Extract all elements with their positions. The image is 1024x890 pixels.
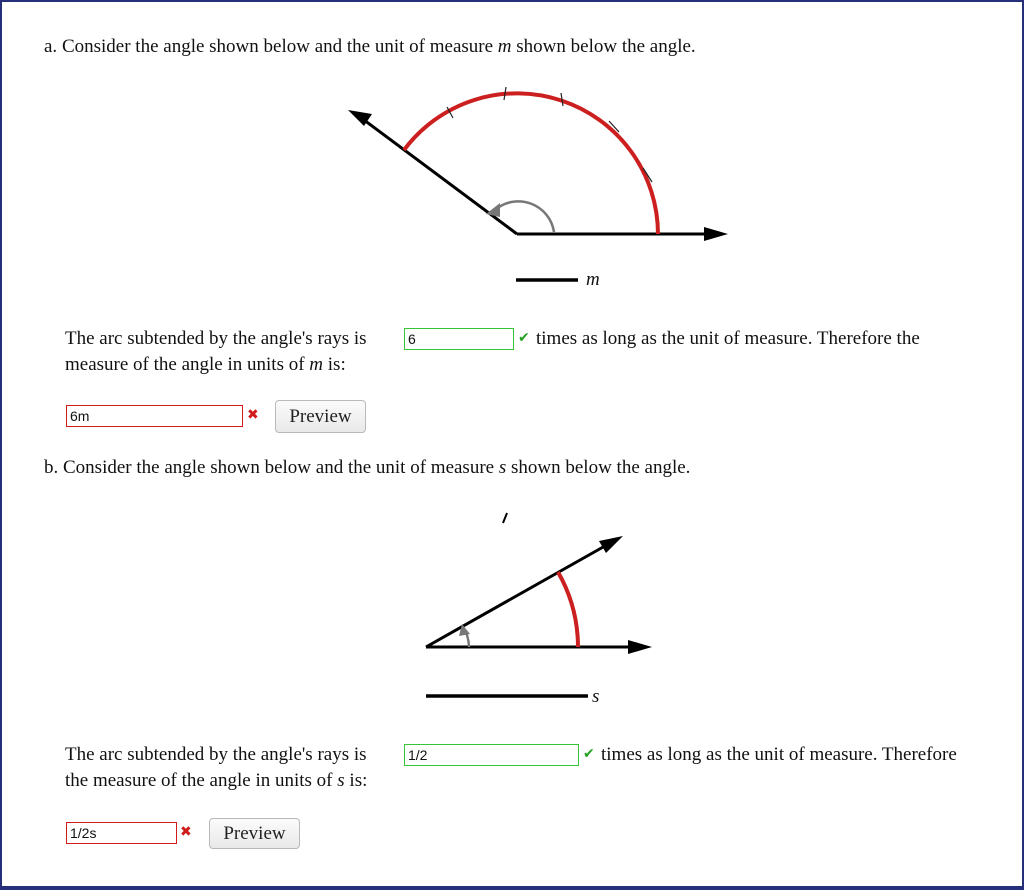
part-b-arc-ratio-input[interactable] — [404, 744, 579, 766]
checkmark-icon: ✔ — [518, 330, 530, 346]
part-b-red-arc — [558, 572, 578, 647]
part-a-rotation-arrowhead — [486, 203, 500, 217]
part-b-angle-measure-input[interactable] — [66, 822, 177, 844]
part-b-unit-label: s — [592, 686, 600, 707]
part-a-rotation-arrow — [495, 201, 554, 232]
part-b-angle-figure — [0, 490, 1024, 720]
part-a-preview-button[interactable]: Preview — [275, 400, 366, 433]
part-b-preview-button[interactable]: Preview — [209, 818, 300, 849]
x-mark-icon: ✖ — [180, 824, 192, 840]
part-a-sentence-2: times as long as the unit of measure. Therefore the — [536, 328, 920, 349]
part-a-ray-slanted — [360, 117, 517, 234]
part-a-angle-figure — [0, 0, 1024, 300]
part-a-question: a. Consider the angle shown below and the unit of measure m shown below the angle. — [44, 36, 696, 57]
part-b-sentence-1: The arc subtended by the angle's rays is — [65, 744, 367, 765]
part-b-question: b. Consider the angle shown below and the unit of measure s shown below the angle. — [44, 457, 691, 478]
part-b-sentence-3: the measure of the angle in units of s is: — [65, 770, 368, 791]
part-b-ray-slanted-arrowhead — [599, 536, 623, 553]
part-b-sentence-2: times as long as the unit of measure. Therefore — [601, 744, 957, 765]
part-a-angle-measure-input[interactable] — [66, 405, 243, 427]
part-a-sentence-3: measure of the angle in units of m is: — [65, 354, 346, 375]
part-b-stray-mark — [503, 513, 507, 523]
part-a-ray-horizontal-arrowhead — [704, 227, 728, 241]
x-mark-icon: ✖ — [247, 407, 259, 423]
part-b-ray-slanted — [426, 542, 612, 647]
part-a-arc-ratio-input[interactable] — [404, 328, 514, 350]
part-a-sentence-1: The arc subtended by the angle's rays is — [65, 328, 367, 349]
part-b-ray-horizontal-arrowhead — [628, 640, 652, 654]
checkmark-icon: ✔ — [583, 746, 595, 762]
part-a-unit-label: m — [586, 269, 600, 290]
part-a-red-arc — [404, 93, 658, 234]
